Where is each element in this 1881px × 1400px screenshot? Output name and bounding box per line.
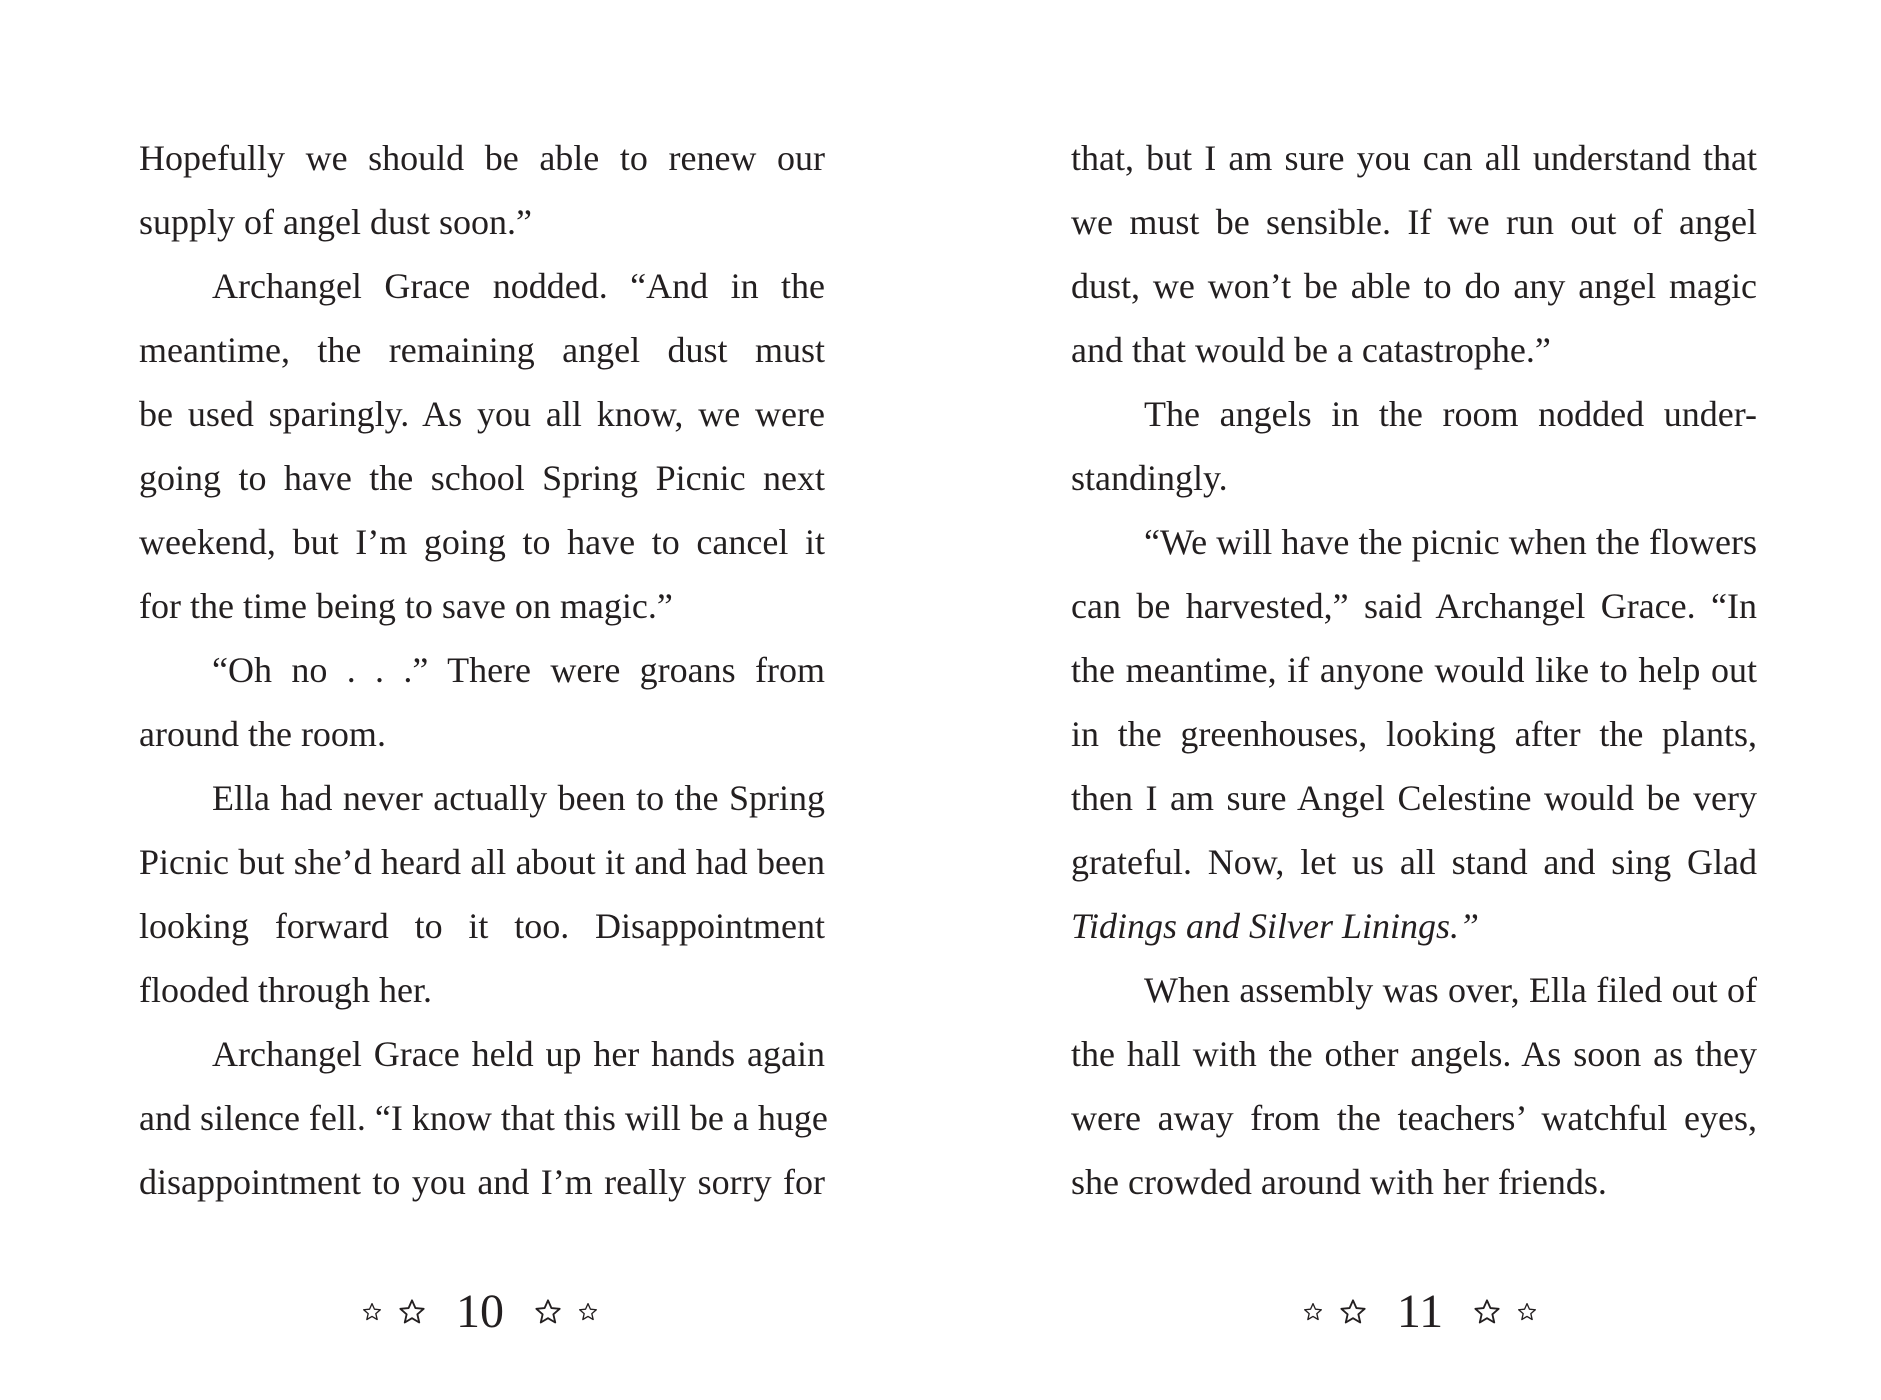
text-line-italic [1071, 894, 1757, 958]
text-line: The angels in the room nodded under- [1144, 394, 1757, 434]
text-line: that, but I am sure you can all understand that [1071, 138, 1757, 178]
text-line: in the greenhouses, looking after the plants, [1071, 714, 1757, 754]
star-outline-icon [578, 1302, 598, 1322]
text-line: around the room. [139, 714, 386, 754]
text-line: and silence fell. “I know that this will be a huge [139, 1098, 828, 1138]
text-line: flooded through her. [139, 970, 432, 1010]
text-line: Archangel Grace nodded. “And in the [212, 266, 825, 306]
text-line: she crowded around with her friends. [1071, 1162, 1607, 1202]
star-outline-icon [398, 1298, 426, 1326]
text-line: grateful. Now, let us all stand and sing Glad [1071, 842, 1757, 882]
left-page [0, 0, 940, 1400]
star-outline-icon [1303, 1302, 1323, 1322]
text-line: When assembly was over, Ella filed out of [1144, 970, 1757, 1010]
text-line: standingly. [1071, 458, 1228, 498]
right-page [940, 0, 1880, 1400]
text-line: be used sparingly. As you all know, we were [139, 394, 825, 434]
star-outline-icon [1517, 1302, 1537, 1322]
text-line: we must be sensible. If we run out of angel [1071, 202, 1757, 242]
text-line: looking forward to it too. Disappointment [139, 906, 825, 946]
right-page-text [1071, 126, 1757, 1214]
text-line: and that would be a catastrophe.” [1071, 330, 1551, 370]
text-line: can be harvested,” said Archangel Grace. “In [1071, 586, 1757, 626]
text-line: disappointment to you and I’m really sorry for [139, 1162, 825, 1202]
text-line: then I am sure Angel Celestine would be very [1071, 778, 1757, 818]
text-line: for the time being to save on magic.” [139, 586, 673, 626]
text-line: weekend, but I’m going to have to cancel it [139, 522, 825, 562]
text-line: Ella had never actually been to the Spring [212, 778, 825, 818]
text-line: meantime, the remaining angel dust must [139, 330, 825, 370]
text-line: the hall with the other angels. As soon as they [1071, 1034, 1757, 1074]
star-outline-icon [1339, 1298, 1367, 1326]
text-line: the meantime, if anyone would like to help out [1071, 650, 1757, 690]
song-title: Tidings and Silver Linings.” [1071, 906, 1480, 946]
text-line: were away from the teachers’ watchful eyes, [1071, 1098, 1757, 1138]
text-line: “Oh no . . .” There were groans from [212, 650, 825, 690]
page-number: 11 [1396, 1285, 1444, 1338]
left-page-text [139, 126, 828, 1214]
text-line: supply of angel dust soon.” [139, 202, 532, 242]
text-line: going to have the school Spring Picnic next [139, 458, 825, 498]
star-outline-icon [1473, 1298, 1501, 1326]
text-line: “We will have the picnic when the flowers [1144, 522, 1757, 562]
text-line: dust, we won’t be able to do any angel magic [1071, 266, 1757, 306]
right-folio [1270, 1282, 1570, 1342]
text-line: Hopefully we should be able to renew our [139, 138, 825, 178]
left-folio [330, 1282, 630, 1342]
star-outline-icon [534, 1298, 562, 1326]
page-number: 10 [456, 1285, 504, 1338]
text-line: Archangel Grace held up her hands again [212, 1034, 825, 1074]
text-line: Picnic but she’d heard all about it and had been [139, 842, 825, 882]
star-outline-icon [362, 1302, 382, 1322]
